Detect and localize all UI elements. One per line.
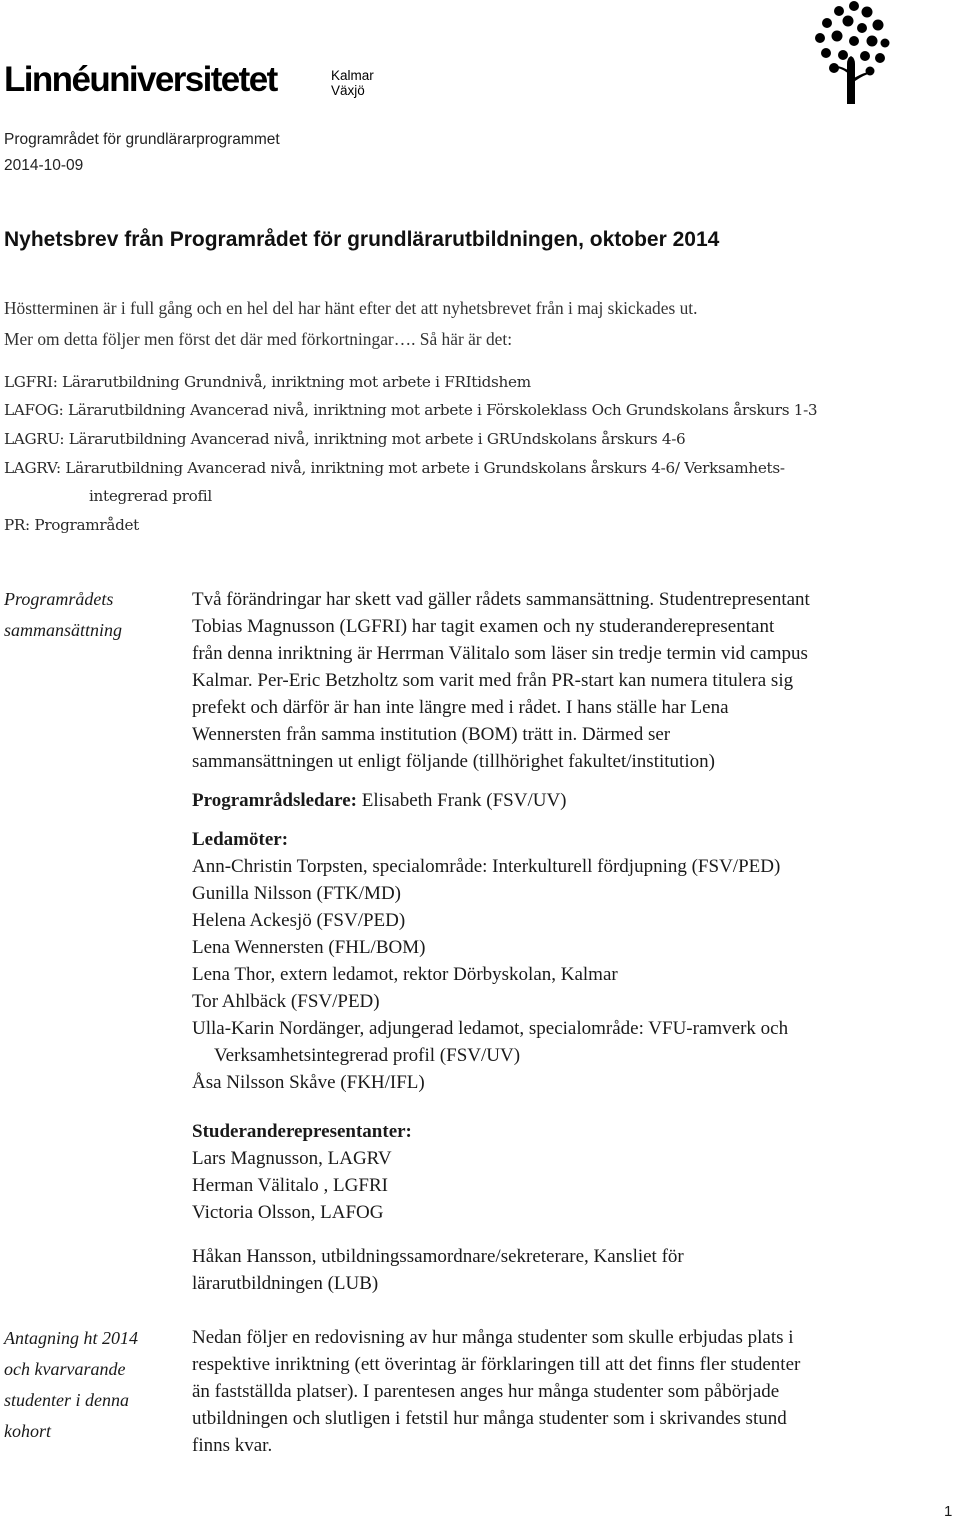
page-number: 1 [944,1503,953,1520]
side-label-line: och kvarvarande [4,1359,126,1379]
page-title: Nyhetsbrev från Programrådet för grundlärarutbildningen, oktober 2014 [4,228,720,251]
paragraph-line: Tobias Magnusson (LGFRI) har tagit examen och ny studeranderepresentant [192,616,775,637]
paragraph-line: Kalmar. Per-Eric Betzholtz som varit med från PR-start kan numera titulera sig [192,670,794,691]
program-leader-label: Programrådsledare: [192,790,357,811]
intro-line-2: Mer om detta följer men först det där med förkortningar…. Så här är det: [4,329,513,349]
abbr-pr: PR: Programrådet [4,516,139,534]
intro-line-1: Höstterminen är i full gång och en hel del har hänt efter det att nyhetsbrevet från i maj skickades ut. [4,298,698,318]
student-representatives [192,1118,412,1226]
paragraph-line: från denna inriktning är Herrman Välitalo som läser sin tredje termin vid campus [192,643,808,664]
paragraph-line: sammansättningen ut enligt följande (tillhörighet fakultet/institution) [192,751,715,772]
abbr-lgfri: LGFRI: Lärarutbildning Grundnivå, inriktning mot arbete i FRItidshem [4,373,531,391]
paragraph-line: än fastställda platser). I parentesen anges hur många studenter som påbörjade [192,1381,780,1402]
abbr-lagrv-cont: integrerad profil [89,487,212,505]
list-item: Helena Ackesjö (FSV/PED) [192,910,406,931]
paragraph-line: Nedan följer en redovisning av hur många studenter som skulle erbjudas plats i [192,1327,794,1348]
members-label: Ledamöter: [192,829,289,850]
abbr-lagru: LAGRU: Lärarutbildning Avancerad nivå, inriktning mot arbete i GRUndskolans årskurs 4-6 [4,430,686,448]
list-item: Ann-Christin Torpsten, specialområde: Interkulturell fördjupning (FSV/PED) [192,856,781,877]
students-label: Studeranderepresentanter: [192,1121,412,1142]
list-item: Ulla-Karin Nordänger, adjungerad ledamot, specialområde: VFU-ramverk och [192,1018,789,1039]
secretary-line: lärarutbildningen (LUB) [192,1273,379,1294]
section-admission-label [4,1323,138,1447]
admission-paragraph [192,1324,957,1459]
secretary [192,1243,684,1297]
header-org: Programrådet för grundlärarprogrammet [4,131,280,148]
paragraph-line: finns kvar. [192,1435,273,1456]
paragraph-line: Två förändringar har skett vad gäller rådets sammansättning. Studentrepresentant [192,589,810,610]
list-item: Herman Välitalo , LGFRI [192,1175,388,1196]
side-label-line: kohort [4,1421,51,1441]
university-logo-wordmark: Linnéuniversitetet [4,60,277,99]
list-item: Åsa Nilsson Skåve (FKH/IFL) [192,1072,425,1093]
logo-locations [331,68,374,98]
program-leader [192,787,567,814]
list-item: Lena Wennersten (FHL/BOM) [192,937,426,958]
list-item: Lars Magnusson, LAGRV [192,1148,392,1169]
tree-logo-icon [810,0,890,104]
list-item: Lena Thor, extern ledamot, rektor Dörbyskolan, Kalmar [192,964,618,985]
list-item: Gunilla Nilsson (FTK/MD) [192,883,401,904]
abbr-lagrv: LAGRV: Lärarutbildning Avancerad nivå, inriktning mot arbete i Grundskolans årskurs 4-6/ Verksamhets- [4,459,785,477]
list-item: Tor Ahlbäck (FSV/PED) [192,991,380,1012]
side-label-line: Programrådets [4,589,114,609]
side-label-line: Antagning ht 2014 [4,1328,138,1348]
logo-location-vaxjo: Växjö [331,83,365,98]
program-leader-value: Elisabeth Frank (FSV/UV) [356,790,567,811]
secretary-line: Håkan Hansson, utbildningssamordnare/sekreterare, Kansliet för [192,1246,684,1267]
section-composition-label [4,584,122,646]
paragraph-line: prefekt och därför är han inte längre med i rådet. I hans ställe har Lena [192,697,729,718]
list-item: Victoria Olsson, LAFOG [192,1202,384,1223]
paragraph-line: respektive inriktning (ett överintag är förklaringen till att det finns fler studenter [192,1354,801,1375]
paragraph-line: utbildningen och slutligen i fetstil hur många studenter som i skrivandes stund [192,1408,787,1429]
abbr-lafog: LAFOG: Lärarutbildning Avancerad nivå, inriktning mot arbete i Förskoleklass Och Grundskolans årskurs 1-3 [4,401,818,419]
paragraph-line: Wennersten från samma institution (BOM) trätt in. Därmed ser [192,724,671,745]
members-list [192,826,788,1096]
side-label-line: sammansättning [4,620,123,640]
side-label-line: studenter i denna [4,1390,129,1410]
composition-paragraph [192,586,957,775]
header-date: 2014-10-09 [4,157,84,174]
list-item: Verksamhetsintegrerad profil (FSV/UV) [214,1045,521,1066]
logo-location-kalmar: Kalmar [331,68,374,83]
